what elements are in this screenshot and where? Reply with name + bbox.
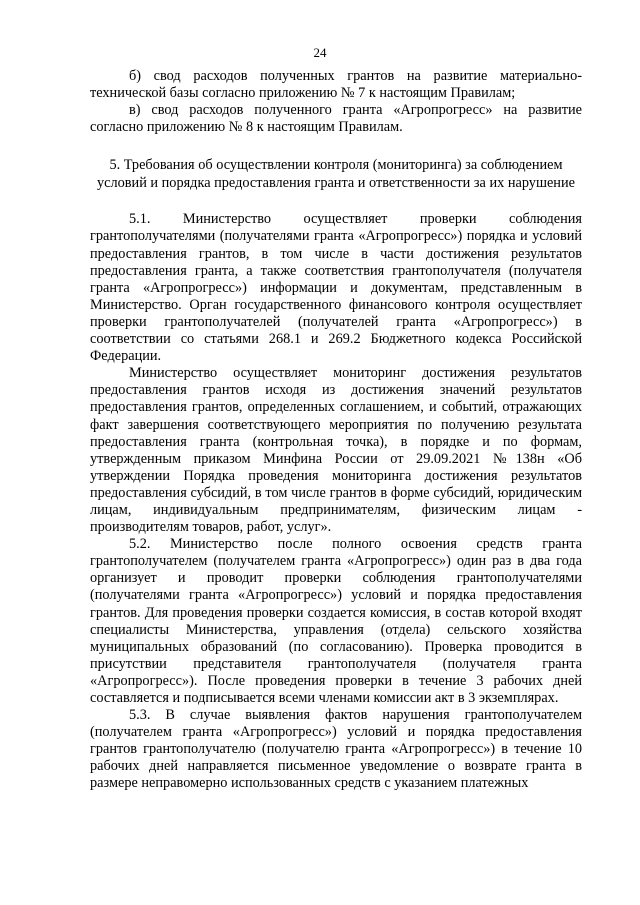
paragraph-5-3: 5.3. В случае выявления фактов нарушения грантополучателем (получателем гранта «Агропрогресс») условий и порядка предоставления грантов грантополучателю (получателю гранта «Агропрогресс») в течение 10 рабочих дней направляется письменное уведомление о возврате гранта в размере неправомерно использованных средств с указанием платежных [90,707,582,792]
list-item-v: в) свод расходов полученного гранта «Агропрогресс» на развитие согласно приложению № 8 к настоящим Правилам. [90,102,582,136]
paragraph-monitoring: Министерство осуществляет мониторинг достижения результатов предоставления грантов исходя из достижения значений результатов предоставления грантов, определенных соглашением, и событий, отражающих факт завершения соответствующего мероприятия по получению результата предоставления гранта (контрольная точка), в порядке и по формам, утвержденным приказом Минфина России от 29.09.2021 №138н «Об утверждении Порядка проведения мониторинга достижения результатов предоставления субсидий, в том числе грантов в форме субсидий, юридическим лицам, индивидуальным предпринимателям, физическим лицам - производителям товаров, работ, услуг». [90,365,582,536]
section-heading: 5. Требования об осуществлении контроля (мониторинга) за соблюдением условий и порядка предоставления гранта и ответственности за их нарушение [97,157,575,192]
paragraph-5-1: 5.1. Министерство осуществляет проверки соблюдения грантополучателями (получателями гранта «Агропрогресс») порядка и условий предоставления грантов, в том числе в части достижения результатов предоставления гранта, а также соответствия грантополучателя (получателя гранта «Агропрогресс») информации и документам, представленным в Министерство. Орган государственного финансового контроля осуществляет проверки грантополучателей (получателей гранта «Агропрогресс») в соответствии со статьями 268.1 и 269.2 Бюджетного кодекса Российской Федерации. [90,211,582,365]
document-body [90,68,582,793]
list-item-b: б) свод расходов полученных грантов на развитие материально-технической базы согласно приложению № 7 к настоящим Правилам; [90,68,582,102]
page-number: 24 [313,45,327,60]
paragraph-5-2: 5.2. Министерство после полного освоения средств гранта грантополучателем (получателем гранта «Агропрогресс») один раз в два года организует и проводит проверки соблюдения грантополучателями (получателями гранта «Агропрогресс») условий и порядка предоставления грантов. Для проведения проверки создается комиссия, в состав которой входят специалисты Министерства, управления (отдела) сельского хозяйства муниципальных образований (по согласованию). Проверка проводится в присутствии представителя грантополучателя (получателя гранта «Агропрогресс»). После проведения проверки в течение 3 рабочих дней составляется и подписывается всеми членами комиссии акт в 3 экземплярах. [90,536,582,706]
